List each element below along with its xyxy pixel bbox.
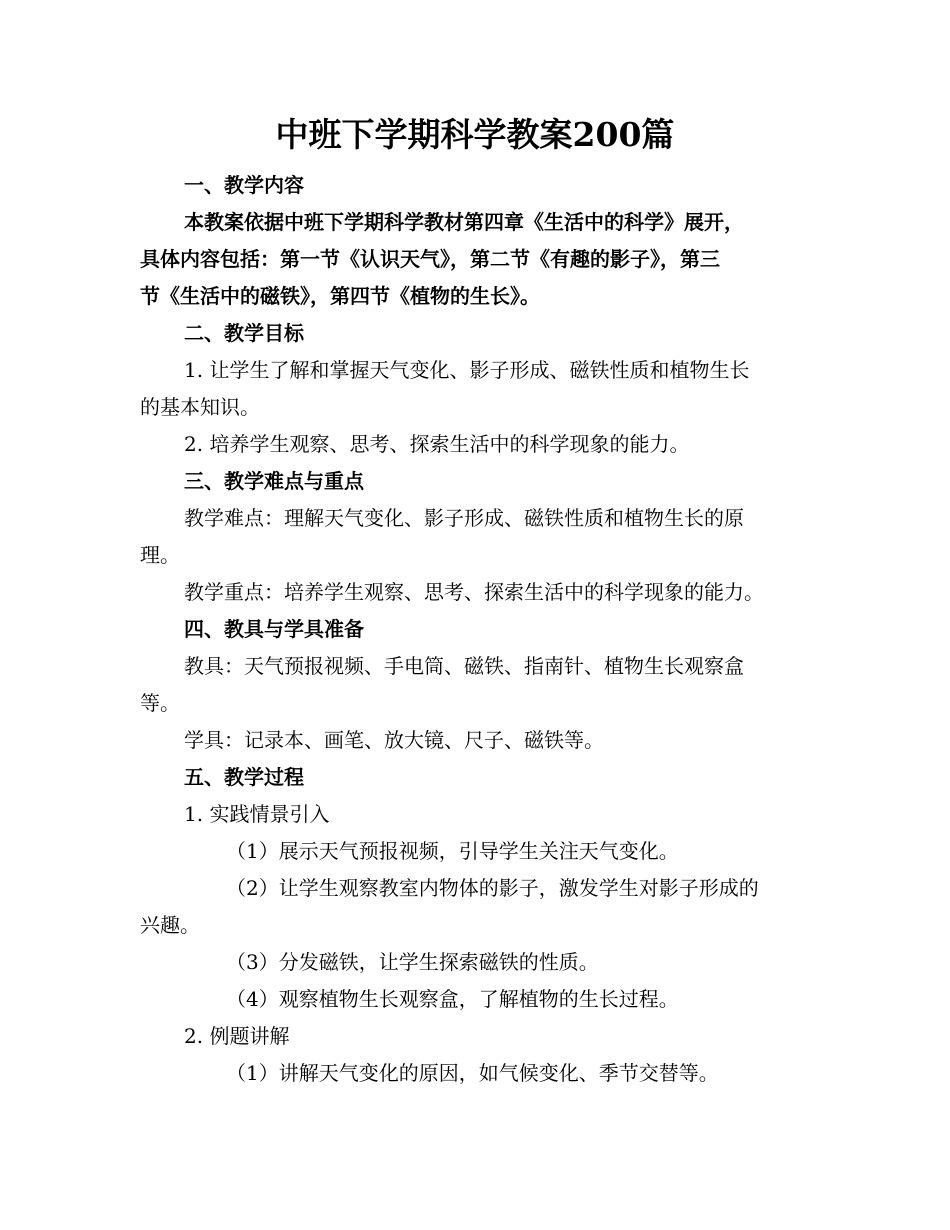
- objective-item-line: 的基本知识。: [140, 395, 260, 419]
- section-heading-difficulties: 三、教学难点与重点: [184, 469, 364, 493]
- content-paragraph-line: 本教案依据中班下学期科学教材第四章《生活中的科学》展开，: [184, 210, 744, 234]
- process-step-item: （2）让学生观察教室内物体的影子，激发学生对影子形成的: [226, 876, 759, 900]
- section-heading-process: 五、教学过程: [184, 765, 304, 789]
- objective-item-line: 1. 让学生了解和掌握天气变化、影子形成、磁铁性质和植物生长: [184, 358, 750, 382]
- process-step-item: （4）观察植物生长观察盒，了解植物的生长过程。: [226, 987, 679, 1011]
- section-heading-materials: 四、教具与学具准备: [184, 617, 364, 641]
- process-step-item: （3）分发磁铁，让学生探索磁铁的性质。: [226, 950, 599, 974]
- teacher-materials-line: 教具：天气预报视频、手电筒、磁铁、指南针、植物生长观察盒: [184, 654, 744, 678]
- document-title: 中班下学期科学教案200篇: [275, 115, 675, 154]
- section-heading-objectives: 二、教学目标: [184, 321, 304, 345]
- objective-item: 2. 培养学生观察、思考、探索生活中的科学现象的能力。: [184, 432, 690, 456]
- difficulty-line: 理。: [140, 543, 180, 567]
- process-step: 2. 例题讲解: [184, 1024, 290, 1048]
- content-paragraph-line: 具体内容包括：第一节《认识天气》，第二节《有趣的影子》，第三: [140, 247, 720, 271]
- section-heading-content: 一、教学内容: [184, 173, 304, 197]
- process-step-item: （1）展示天气预报视频，引导学生关注天气变化。: [226, 839, 679, 863]
- teacher-materials-line: 等。: [140, 691, 180, 715]
- process-step-item: （1）讲解天气变化的原因，如气候变化、季节交替等。: [226, 1061, 719, 1085]
- process-step-item: 兴趣。: [140, 913, 200, 937]
- key-point-line: 教学重点：培养学生观察、思考、探索生活中的科学现象的能力。: [184, 580, 764, 604]
- process-step: 1. 实践情景引入: [184, 802, 330, 826]
- content-paragraph-line: 节《生活中的磁铁》，第四节《植物的生长》。: [140, 284, 540, 308]
- difficulty-line: 教学难点：理解天气变化、影子形成、磁铁性质和植物生长的原: [184, 506, 744, 530]
- student-materials-line: 学具：记录本、画笔、放大镜、尺子、磁铁等。: [184, 728, 604, 752]
